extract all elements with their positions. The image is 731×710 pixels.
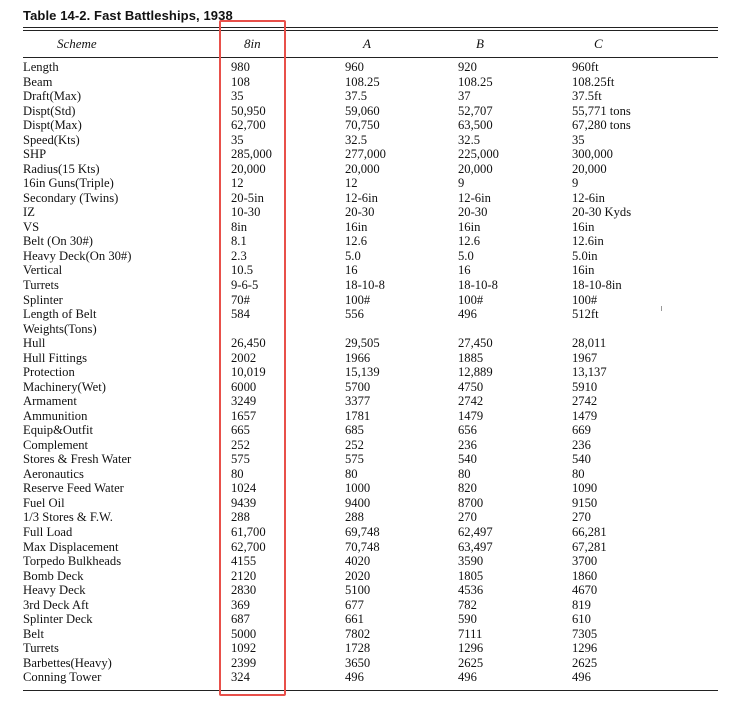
cell-a: 5.0 (345, 248, 361, 263)
row-label: Bomb Deck (23, 568, 84, 583)
cell-c: 1296 (572, 641, 598, 656)
cell-c: 5910 (572, 379, 598, 394)
cell-b: 1885 (458, 350, 484, 365)
cell-a: 277,000 (345, 147, 386, 162)
cell-c: 512ft (572, 307, 599, 322)
cell-b: 7111 (458, 626, 483, 641)
cell-b: 1296 (458, 641, 484, 656)
row-label: SHP (23, 147, 47, 162)
cell-b: 820 (458, 481, 477, 496)
cell-b: 20-30 (458, 205, 488, 220)
cell-b: 4536 (458, 583, 484, 598)
table-row (0, 481, 731, 496)
cell-b: 52,707 (458, 103, 493, 118)
table-row (0, 307, 731, 322)
cell-8in: 10.5 (231, 263, 254, 278)
table-row (0, 351, 731, 366)
cell-8in: 70# (231, 292, 250, 307)
cell-a: 70,750 (345, 118, 380, 133)
cell-8in: 8in (231, 219, 248, 234)
cell-a: 70,748 (345, 539, 380, 554)
cell-c: 55,771 tons (572, 103, 631, 118)
cell-8in: 10,019 (231, 365, 266, 380)
row-label: Hull (23, 336, 46, 351)
table-row (0, 89, 731, 104)
row-label: 16in Guns(Triple) (23, 176, 114, 191)
bottom-rule (23, 690, 718, 691)
row-label: Turrets (23, 277, 59, 292)
row-label: Hull Fittings (23, 350, 88, 365)
cell-8in: 62,700 (231, 118, 266, 133)
table-row (0, 191, 731, 206)
table-row (0, 205, 731, 220)
cell-a: 12.6 (345, 234, 368, 249)
cell-c: 1090 (572, 481, 598, 496)
table-title: Table 14-2. Fast Battleships, 1938 (23, 8, 233, 23)
cell-a: 12-6in (345, 190, 378, 205)
table-row (0, 452, 731, 467)
table-row (0, 583, 731, 598)
row-label: Fuel Oil (23, 495, 65, 510)
row-label: Splinter (23, 292, 63, 307)
row-label: Stores & Fresh Water (23, 452, 132, 467)
cell-b: 18-10-8 (458, 277, 498, 292)
cell-8in: 1092 (231, 641, 257, 656)
cell-b: 5.0 (458, 248, 474, 263)
header-b: B (476, 36, 484, 51)
cell-a: 5700 (345, 379, 371, 394)
cell-b: 27,450 (458, 336, 493, 351)
cell-c: 9 (572, 176, 579, 191)
table-row (0, 293, 731, 308)
cell-8in: 575 (231, 452, 250, 467)
cell-8in: 12 (231, 176, 244, 191)
cell-c: 13,137 (572, 365, 607, 380)
cell-b: 2625 (458, 655, 484, 670)
row-label: Barbettes(Heavy) (23, 655, 112, 670)
cell-8in: 665 (231, 423, 250, 438)
cell-8in: 2.3 (231, 248, 247, 263)
cell-8in: 369 (231, 597, 250, 612)
cell-b: 4750 (458, 379, 484, 394)
row-label: Beam (23, 74, 53, 89)
table-row (0, 162, 731, 177)
cell-a: 1728 (345, 641, 371, 656)
row-label: Ammunition (23, 408, 88, 423)
cell-8in: 2399 (231, 655, 257, 670)
table-row (0, 409, 731, 424)
row-label: Dispt(Max) (23, 118, 82, 133)
cell-c: 496 (572, 670, 591, 685)
cell-a: 677 (345, 597, 364, 612)
cell-b: 920 (458, 60, 477, 74)
cell-c: 669 (572, 423, 591, 438)
row-label: IZ (23, 205, 35, 220)
cell-c: 108.25ft (572, 74, 615, 89)
cell-b: 8700 (458, 495, 484, 510)
cell-8in: 285,000 (231, 147, 272, 162)
cell-b: 656 (458, 423, 477, 438)
row-label: VS (23, 219, 40, 234)
cell-c: 67,280 tons (572, 118, 631, 133)
cell-8in: 324 (231, 670, 250, 685)
cell-a: 685 (345, 423, 364, 438)
cell-a: 1781 (345, 408, 371, 423)
cell-b: 3590 (458, 554, 484, 569)
cell-8in: 980 (231, 60, 250, 74)
cell-8in: 20,000 (231, 161, 266, 176)
cell-a: 1000 (345, 481, 371, 496)
cell-b: 16 (458, 263, 471, 278)
cell-a: 20-30 (345, 205, 375, 220)
cell-b: 37 (458, 89, 471, 104)
header-scheme: Scheme (57, 36, 97, 51)
row-label: Length of Belt (23, 307, 97, 322)
cell-c: 18-10-8in (572, 277, 622, 292)
cell-c: 66,281 (572, 525, 607, 539)
cell-b: 80 (458, 466, 471, 481)
cell-c: 7305 (572, 626, 598, 641)
table-row (0, 525, 731, 540)
cell-c: 35 (572, 132, 585, 147)
cell-a: 80 (345, 466, 358, 481)
cell-b: 496 (458, 670, 477, 685)
cell-8in: 5000 (231, 626, 257, 641)
cell-8in: 2002 (231, 350, 257, 365)
cell-a: 29,505 (345, 336, 380, 351)
cell-a: 960 (345, 60, 364, 74)
cell-8in: 6000 (231, 379, 257, 394)
cell-c: 4670 (572, 583, 598, 598)
row-label: Speed(Kts) (23, 132, 80, 147)
cell-c: 12.6in (572, 234, 604, 249)
cell-a: 9400 (345, 495, 371, 510)
table-row (0, 278, 731, 293)
cell-8in: 2120 (231, 568, 257, 583)
cell-a: 108.25 (345, 74, 380, 89)
cell-c: 819 (572, 597, 591, 612)
cell-8in: 61,700 (231, 525, 266, 539)
cell-b: 540 (458, 452, 477, 467)
cell-8in: 10-30 (231, 205, 261, 220)
cell-a: 16in (345, 219, 368, 234)
cell-b: 9 (458, 176, 465, 191)
row-label: Reserve Feed Water (23, 481, 124, 496)
cell-8in: 8.1 (231, 234, 247, 249)
cell-8in: 1657 (231, 408, 257, 423)
table-row (0, 75, 731, 90)
cell-a: 575 (345, 452, 364, 467)
table-row (0, 336, 731, 351)
cell-8in: 288 (231, 510, 250, 525)
table-row (0, 670, 731, 685)
cell-8in: 3249 (231, 394, 257, 409)
cell-c: 270 (572, 510, 591, 525)
cell-c: 1860 (572, 568, 598, 583)
cell-b: 12.6 (458, 234, 481, 249)
cell-a: 18-10-8 (345, 277, 385, 292)
cell-b: 1805 (458, 568, 484, 583)
cell-c: 20-30 Kyds (572, 205, 632, 220)
cell-8in: 252 (231, 437, 250, 452)
table-row (0, 133, 731, 148)
row-label: Heavy Deck(On 30#) (23, 248, 132, 263)
cell-8in: 26,450 (231, 336, 266, 351)
cell-c: 3700 (572, 554, 598, 569)
row-label: Armament (23, 394, 77, 409)
table-row (0, 234, 731, 249)
header-c: C (594, 36, 603, 51)
row-label: Vertical (23, 263, 63, 278)
cell-8in: 2830 (231, 583, 257, 598)
table-row (0, 510, 731, 525)
table-row (0, 627, 731, 642)
row-label: Belt (On 30#) (23, 234, 93, 249)
cell-8in: 35 (231, 132, 244, 147)
cell-c: 20,000 (572, 161, 607, 176)
row-label: Torpedo Bulkheads (23, 554, 122, 569)
table-row (0, 60, 731, 75)
cell-c: 16in (572, 219, 595, 234)
table-row (0, 249, 731, 264)
cell-8in: 584 (231, 307, 250, 322)
table-row (0, 598, 731, 613)
cell-b: 225,000 (458, 147, 499, 162)
header-rule (23, 57, 718, 58)
row-label: Machinery(Wet) (23, 379, 106, 394)
table-row (0, 496, 731, 511)
table-row (0, 322, 731, 337)
cell-a: 32.5 (345, 132, 368, 147)
cell-b: 12-6in (458, 190, 491, 205)
cell-8in: 62,700 (231, 539, 266, 554)
cell-b: 496 (458, 307, 477, 322)
cell-a: 37.5 (345, 89, 368, 104)
cell-c: 5.0in (572, 248, 598, 263)
cell-8in: 80 (231, 466, 244, 481)
row-label: Weights(Tons) (23, 321, 97, 336)
row-label: Belt (23, 626, 44, 641)
table-row (0, 656, 731, 671)
table-row (0, 147, 731, 162)
cell-c: 80 (572, 466, 585, 481)
cell-c: 1479 (572, 408, 598, 423)
cell-c: 16in (572, 263, 595, 278)
row-label: Protection (23, 365, 75, 380)
row-label: Radius(15 Kts) (23, 161, 100, 176)
cell-a: 252 (345, 437, 364, 452)
cell-b: 100# (458, 292, 484, 307)
cell-b: 1479 (458, 408, 484, 423)
cell-c: 2625 (572, 655, 598, 670)
cell-b: 2742 (458, 394, 484, 409)
top-rule-double (23, 30, 718, 31)
cell-b: 590 (458, 612, 477, 627)
table-row (0, 467, 731, 482)
cell-c: 1967 (572, 350, 598, 365)
row-label: 3rd Deck Aft (23, 597, 89, 612)
row-label: Length (23, 60, 59, 74)
cell-c: 2742 (572, 394, 598, 409)
table-row (0, 540, 731, 555)
cell-8in: 50,950 (231, 103, 266, 118)
cell-a: 12 (345, 176, 358, 191)
cell-c: 9150 (572, 495, 598, 510)
cell-a: 5100 (345, 583, 371, 598)
cell-b: 63,500 (458, 118, 493, 133)
row-label: Splinter Deck (23, 612, 93, 627)
table-row (0, 365, 731, 380)
row-label: Full Load (23, 525, 73, 539)
table-row (0, 423, 731, 438)
cell-a: 1966 (345, 350, 371, 365)
table-row (0, 118, 731, 133)
top-rule (23, 27, 718, 28)
table-row (0, 263, 731, 278)
cell-a: 556 (345, 307, 364, 322)
cell-b: 270 (458, 510, 477, 525)
cell-a: 4020 (345, 554, 371, 569)
cell-8in: 9-6-5 (231, 277, 259, 292)
cell-8in: 687 (231, 612, 250, 627)
cell-c: 28,011 (572, 336, 607, 351)
row-label: Equip&Outfit (23, 423, 93, 438)
cell-8in: 9439 (231, 495, 257, 510)
cell-a: 288 (345, 510, 364, 525)
cell-a: 3650 (345, 655, 371, 670)
cell-8in: 4155 (231, 554, 257, 569)
cell-b: 20,000 (458, 161, 493, 176)
row-label: Turrets (23, 641, 59, 656)
table-row (0, 104, 731, 119)
cell-a: 69,748 (345, 525, 380, 539)
cell-b: 32.5 (458, 132, 481, 147)
margin-mark (661, 306, 662, 311)
table-row (0, 641, 731, 656)
cell-a: 496 (345, 670, 364, 685)
row-label: 1/3 Stores & F.W. (23, 510, 113, 525)
cell-a: 3377 (345, 394, 371, 409)
cell-b: 236 (458, 437, 477, 452)
row-label: Aeronautics (23, 466, 84, 481)
cell-8in: 35 (231, 89, 244, 104)
table-row (0, 612, 731, 627)
header-a: A (363, 36, 371, 51)
cell-c: 300,000 (572, 147, 613, 162)
cell-8in: 20-5in (231, 190, 264, 205)
cell-c: 610 (572, 612, 591, 627)
cell-b: 16in (458, 219, 481, 234)
cell-c: 37.5ft (572, 89, 602, 104)
cell-b: 108.25 (458, 74, 493, 89)
table-row (0, 220, 731, 235)
cell-c: 100# (572, 292, 598, 307)
row-label: Secondary (Twins) (23, 190, 119, 205)
cell-b: 12,889 (458, 365, 493, 380)
cell-c: 960ft (572, 60, 599, 74)
cell-a: 20,000 (345, 161, 380, 176)
table-row (0, 394, 731, 409)
table-body (0, 60, 731, 685)
row-label: Heavy Deck (23, 583, 86, 598)
cell-a: 16 (345, 263, 358, 278)
cell-a: 661 (345, 612, 364, 627)
row-label: Conning Tower (23, 670, 102, 685)
row-label: Max Displacement (23, 539, 119, 554)
cell-a: 2020 (345, 568, 371, 583)
cell-b: 63,497 (458, 539, 493, 554)
cell-c: 540 (572, 452, 591, 467)
cell-b: 782 (458, 597, 477, 612)
row-label: Draft(Max) (23, 89, 82, 104)
table-row (0, 380, 731, 395)
cell-8in: 108 (231, 74, 250, 89)
row-label: Dispt(Std) (23, 103, 76, 118)
table-row (0, 438, 731, 453)
cell-a: 100# (345, 292, 371, 307)
cell-8in: 1024 (231, 481, 257, 496)
header-8in: 8in (244, 36, 261, 51)
cell-b: 62,497 (458, 525, 493, 539)
cell-c: 12-6in (572, 190, 605, 205)
table-row (0, 554, 731, 569)
table-row (0, 569, 731, 584)
row-label: Complement (23, 437, 89, 452)
cell-c: 236 (572, 437, 591, 452)
cell-a: 7802 (345, 626, 371, 641)
cell-c: 67,281 (572, 539, 607, 554)
table-row (0, 176, 731, 191)
cell-a: 15,139 (345, 365, 380, 380)
cell-a: 59,060 (345, 103, 380, 118)
